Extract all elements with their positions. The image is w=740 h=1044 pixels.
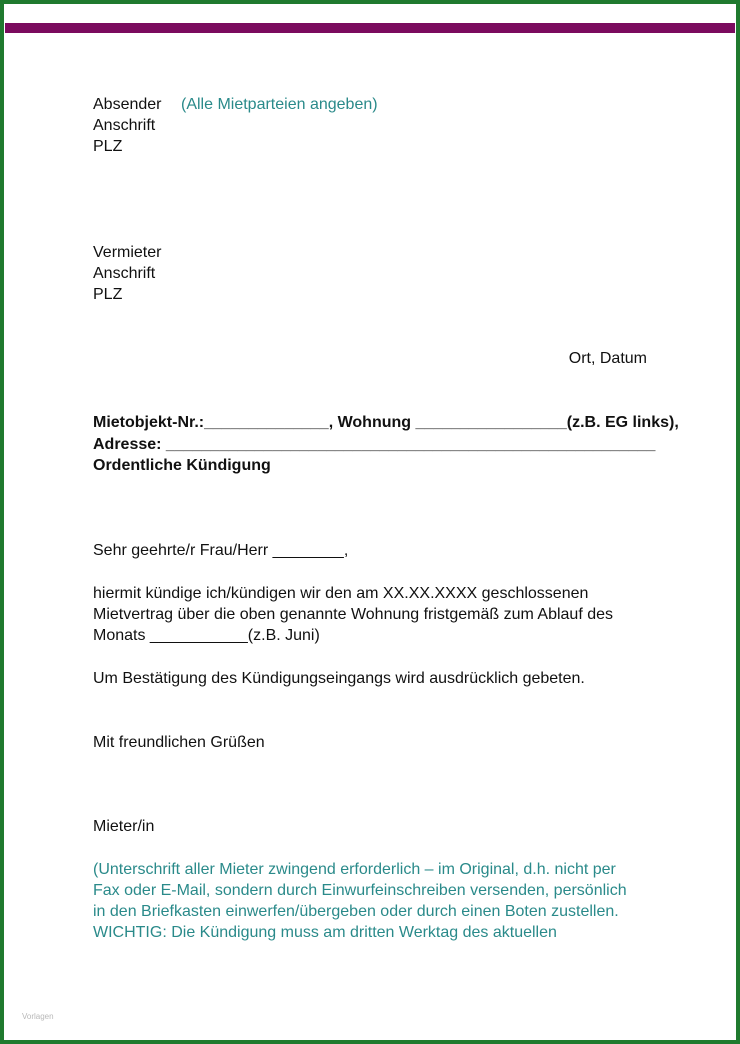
salutation: Sehr geehrte/r Frau/Herr ________, bbox=[93, 542, 349, 559]
closing: Mit freundlichen Grüßen bbox=[93, 734, 265, 751]
instruction-line-1: (Unterschrift aller Mieter zwingend erforderlich – im Original, d.h. nicht per bbox=[93, 861, 616, 878]
recipient-zip: PLZ bbox=[93, 286, 123, 303]
instruction-line-2: Fax oder E-Mail, sondern durch Einwurfeinschreiben versenden, persönlich bbox=[93, 882, 627, 899]
subject-address-line: Adresse: _______________________________________________________ bbox=[93, 436, 656, 453]
instruction-line-4: WICHTIG: Die Kündigung muss am dritten Werktag des aktuellen bbox=[93, 924, 557, 941]
body-line-1: hiermit kündige ich/kündigen wir den am XX.XX.XXXX geschlossenen bbox=[93, 585, 589, 602]
place-date: Ort, Datum bbox=[568, 350, 647, 367]
sender-label: Absender bbox=[93, 96, 162, 113]
sender-note: (Alle Mietparteien angeben) bbox=[181, 96, 378, 113]
subject-title: Ordentliche Kündigung bbox=[93, 457, 271, 474]
instruction-line-3: in den Briefkasten einwerfen/übergeben oder durch einen Boten zustellen. bbox=[93, 903, 619, 920]
sender-zip: PLZ bbox=[93, 138, 123, 155]
recipient-label: Vermieter bbox=[93, 244, 162, 261]
sender-address: Anschrift bbox=[93, 117, 156, 134]
body-line-3: Monats ___________(z.B. Juni) bbox=[93, 627, 320, 644]
body-line-2: Mietvertrag über die oben genannte Wohnung fristgemäß zum Ablauf des bbox=[93, 606, 614, 623]
subject-object-line: Mietobjekt-Nr.:______________, Wohnung _________________(z.B. EG links), bbox=[93, 414, 679, 431]
watermark-text: Vorlagen bbox=[22, 1012, 54, 1021]
header-accent-bar bbox=[5, 23, 735, 33]
signature-label: Mieter/in bbox=[93, 818, 155, 835]
confirmation-request: Um Bestätigung des Kündigungseingangs wird ausdrücklich gebeten. bbox=[93, 670, 585, 687]
recipient-address: Anschrift bbox=[93, 265, 156, 282]
